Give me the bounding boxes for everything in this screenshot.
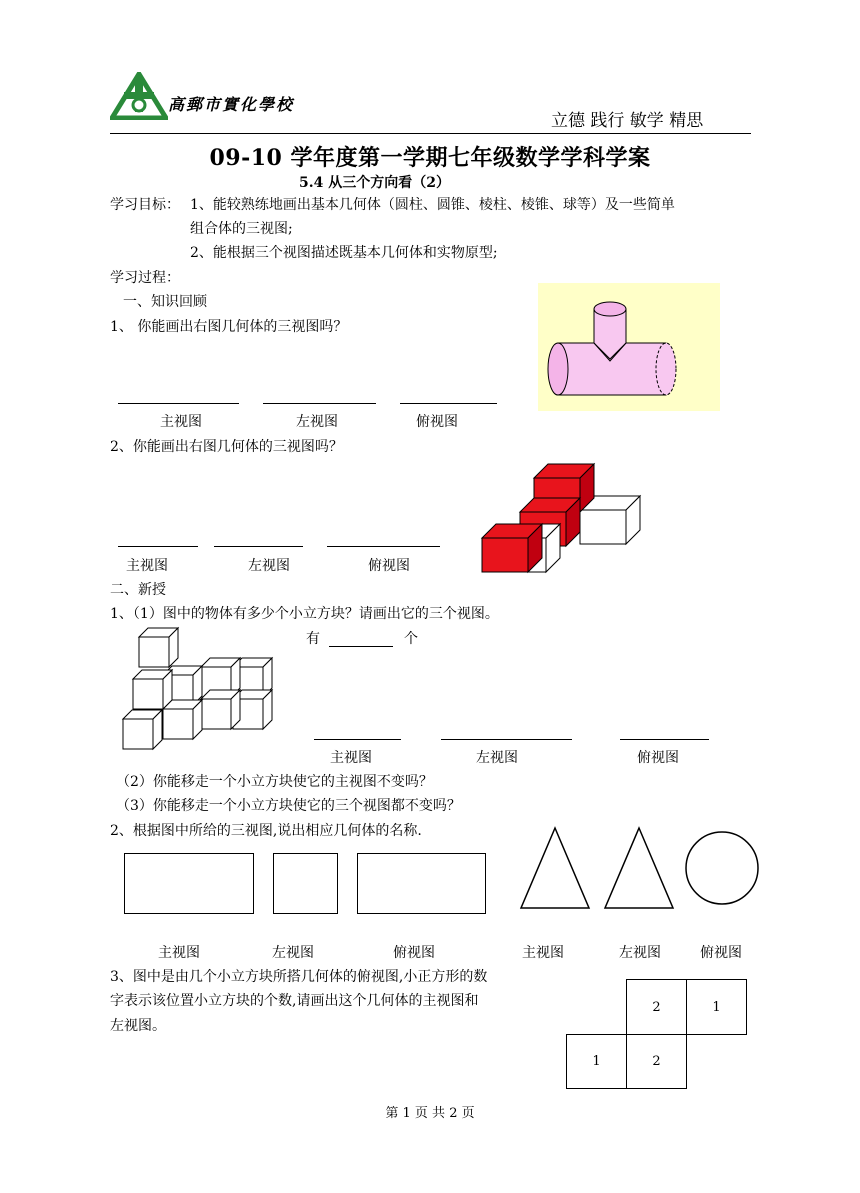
- school-logo: [110, 72, 168, 120]
- section-subtitle: 5.4 从三个方向看（2）: [299, 175, 450, 191]
- view-label-front: 主视图: [522, 945, 564, 961]
- review-heading: 一、知识回顾: [123, 294, 207, 310]
- new-q1-3: （3）你能移走一个小立方块使它的三个视图都不变吗？: [116, 798, 461, 814]
- front-view-rectangle: [124, 853, 254, 914]
- review-q2: 2、你能画出右图几何体的三视图吗？: [110, 439, 343, 455]
- view-label-top: 俯视图: [393, 945, 435, 961]
- view-label-left: 左视图: [619, 945, 661, 961]
- t-pipe-figure: [538, 283, 720, 411]
- view-label-front: 主视图: [158, 945, 200, 961]
- view-label-top: 俯视图: [637, 750, 679, 766]
- view-label-left: 左视图: [296, 414, 338, 430]
- top-view-rectangle: [357, 853, 486, 914]
- answer-line: [118, 546, 198, 547]
- answer-line: [441, 739, 572, 740]
- grid-cell: 1: [566, 1034, 627, 1089]
- school-name-calligraphy: 高郵市實化學校: [168, 95, 295, 114]
- grid-cell: 2: [626, 979, 687, 1035]
- new-q3-line1: 3、图中是由几个小立方块所搭几何体的俯视图,小正方形的数: [110, 969, 488, 985]
- view-label-top: 俯视图: [368, 558, 410, 574]
- answer-line: [214, 546, 303, 547]
- answer-line: [118, 403, 239, 404]
- count-suffix: 个: [404, 631, 418, 647]
- school-motto: 立德 践行 敏学 精思: [551, 111, 704, 131]
- process-label: 学习过程：: [110, 270, 180, 286]
- answer-line: [620, 739, 709, 740]
- front-view-triangle: [519, 826, 591, 910]
- new-q3-line2: 字表示该位置小立方块的个数,请画出这个几何体的主视图和: [110, 993, 479, 1009]
- top-view-circle: [684, 830, 760, 906]
- left-view-triangle: [603, 826, 675, 910]
- view-label-front: 主视图: [126, 558, 168, 574]
- new-q2: 2、根据图中所给的三视图,说出相应几何体的名称.: [110, 823, 422, 839]
- new-q3-line3: 左视图。: [110, 1018, 166, 1034]
- new-lesson-heading: 二、新授: [110, 582, 166, 598]
- answer-line: [327, 546, 440, 547]
- left-view-square: [273, 853, 338, 914]
- new-q1-2: （2）你能移走一个小立方块使它的主视图不变吗？: [116, 774, 433, 790]
- view-label-left: 左视图: [272, 945, 314, 961]
- view-label-front: 主视图: [160, 414, 202, 430]
- stacked-cubes-figure: [121, 626, 277, 752]
- red-cubes-figure: [480, 460, 648, 584]
- view-label-left: 左视图: [476, 750, 518, 766]
- grid-cell: 1: [686, 979, 747, 1035]
- new-q1: 1、（1）图中的物体有多少个小立方块？请画出它的三个视图。: [110, 606, 499, 622]
- view-label-left: 左视图: [248, 558, 290, 574]
- view-label-front: 主视图: [330, 750, 372, 766]
- grid-cell: 2: [626, 1034, 687, 1089]
- review-q1: 1、 你能画出右图几何体的三视图吗？: [110, 319, 348, 335]
- page-footer: 第 1 页 共 2 页: [385, 1106, 475, 1121]
- answer-line: [400, 403, 497, 404]
- view-label-top: 俯视图: [416, 414, 458, 430]
- answer-line: [314, 739, 401, 740]
- count-answer-line: [329, 646, 393, 647]
- objective-1b: 组合体的三视图;: [190, 221, 293, 237]
- page-title: 09-10 学年度第一学期七年级数学学科学案: [209, 145, 651, 171]
- header-rule: [110, 133, 751, 134]
- answer-line: [263, 403, 376, 404]
- view-label-top: 俯视图: [700, 945, 742, 961]
- objectives-label: 学习目标：: [110, 197, 180, 213]
- objective-1a: 1、能较熟练地画出基本几何体（圆柱、圆锥、棱柱、棱锥、球等）及一些简单: [190, 197, 675, 213]
- count-prefix: 有: [306, 631, 320, 647]
- objective-2: 2、能根据三个视图描述既基本几何体和实物原型;: [190, 245, 498, 261]
